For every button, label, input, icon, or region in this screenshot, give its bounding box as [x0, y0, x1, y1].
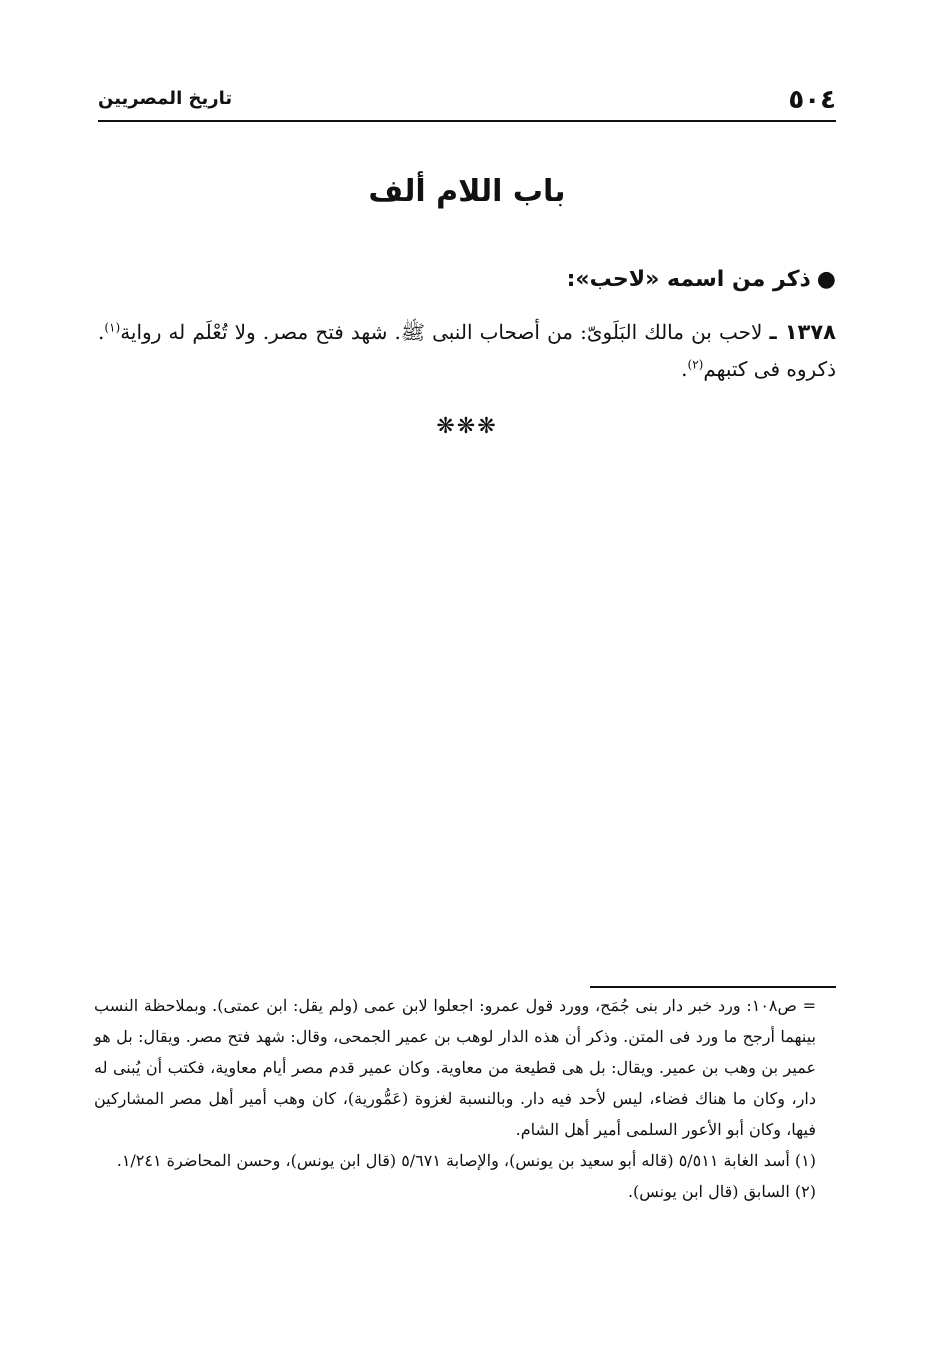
running-title: تاريخ المصريين — [98, 88, 233, 109]
bullet-icon: ● — [816, 267, 836, 292]
footnote-1: (١) أسد الغابة ٥/٥١١ (قاله أبو سعيد بن يونس)، والإصابة ٥/٦٧١ (قال ابن يونس)، وحسن المحاضرة ١/٢٤١. — [116, 1151, 816, 1170]
entry-number: ١٣٧٨ ـ — [769, 320, 837, 344]
page-header — [98, 82, 836, 118]
chapter-title: باب اللام ألف — [368, 174, 566, 209]
header-rule — [98, 120, 836, 122]
entry-text-a: لاحب بن مالك البَلَوىّ: من أصحاب النبى ﷺ. شهد فتح مصر. ولا تُعْلَم له رواية — [120, 320, 763, 344]
footnote-2: (٢) السابق (قال ابن يونس). — [627, 1182, 816, 1201]
footnote-ref-2: (٢) — [687, 357, 704, 372]
section-heading — [236, 262, 836, 298]
section-heading-text: ذكر من اسمه «لاحب»: — [566, 267, 811, 292]
entry-text-b: . ذكروه فى كتبهم — [98, 320, 836, 381]
footnotes — [94, 990, 816, 1207]
footnote-ref-1: (١) — [104, 320, 121, 335]
footnote-rule — [590, 986, 836, 988]
biography-entry — [98, 314, 836, 388]
section-separator: ❋❋❋ — [436, 414, 498, 439]
entry-text-c: . — [681, 357, 688, 381]
page-number: ٥٠٤ — [788, 85, 836, 115]
footnote-continuation: = ص١٠٨: ورد خبر دار بنى جُمَح، وورد قول عمرو: اجعلوا لابن عمى (ولم يقل: ابن عمتى). وبملاحظة النسب بينهما أرجح ما ورد فى المتن. وذكر أن هذه الدار لوهب بن عمير الجمحى، وقال: شهد فتح مصر. ويقال: بل هو عمير بن وهب بن عمير. ويقال: بل هى قطيعة من معاوية. وكان عمير قدم مصر أيام معاوية، فكتب أن يُبنى له دار، وكان ما هناك فضاء، ليس لأحد فيه دار. وبالنسبة لغزوة (عَمُّورية)، كان وهب أمير أهل مصر المشاركين فيها، وكان أبو الأعور السلمى أمير أهل الشام. — [94, 996, 817, 1139]
